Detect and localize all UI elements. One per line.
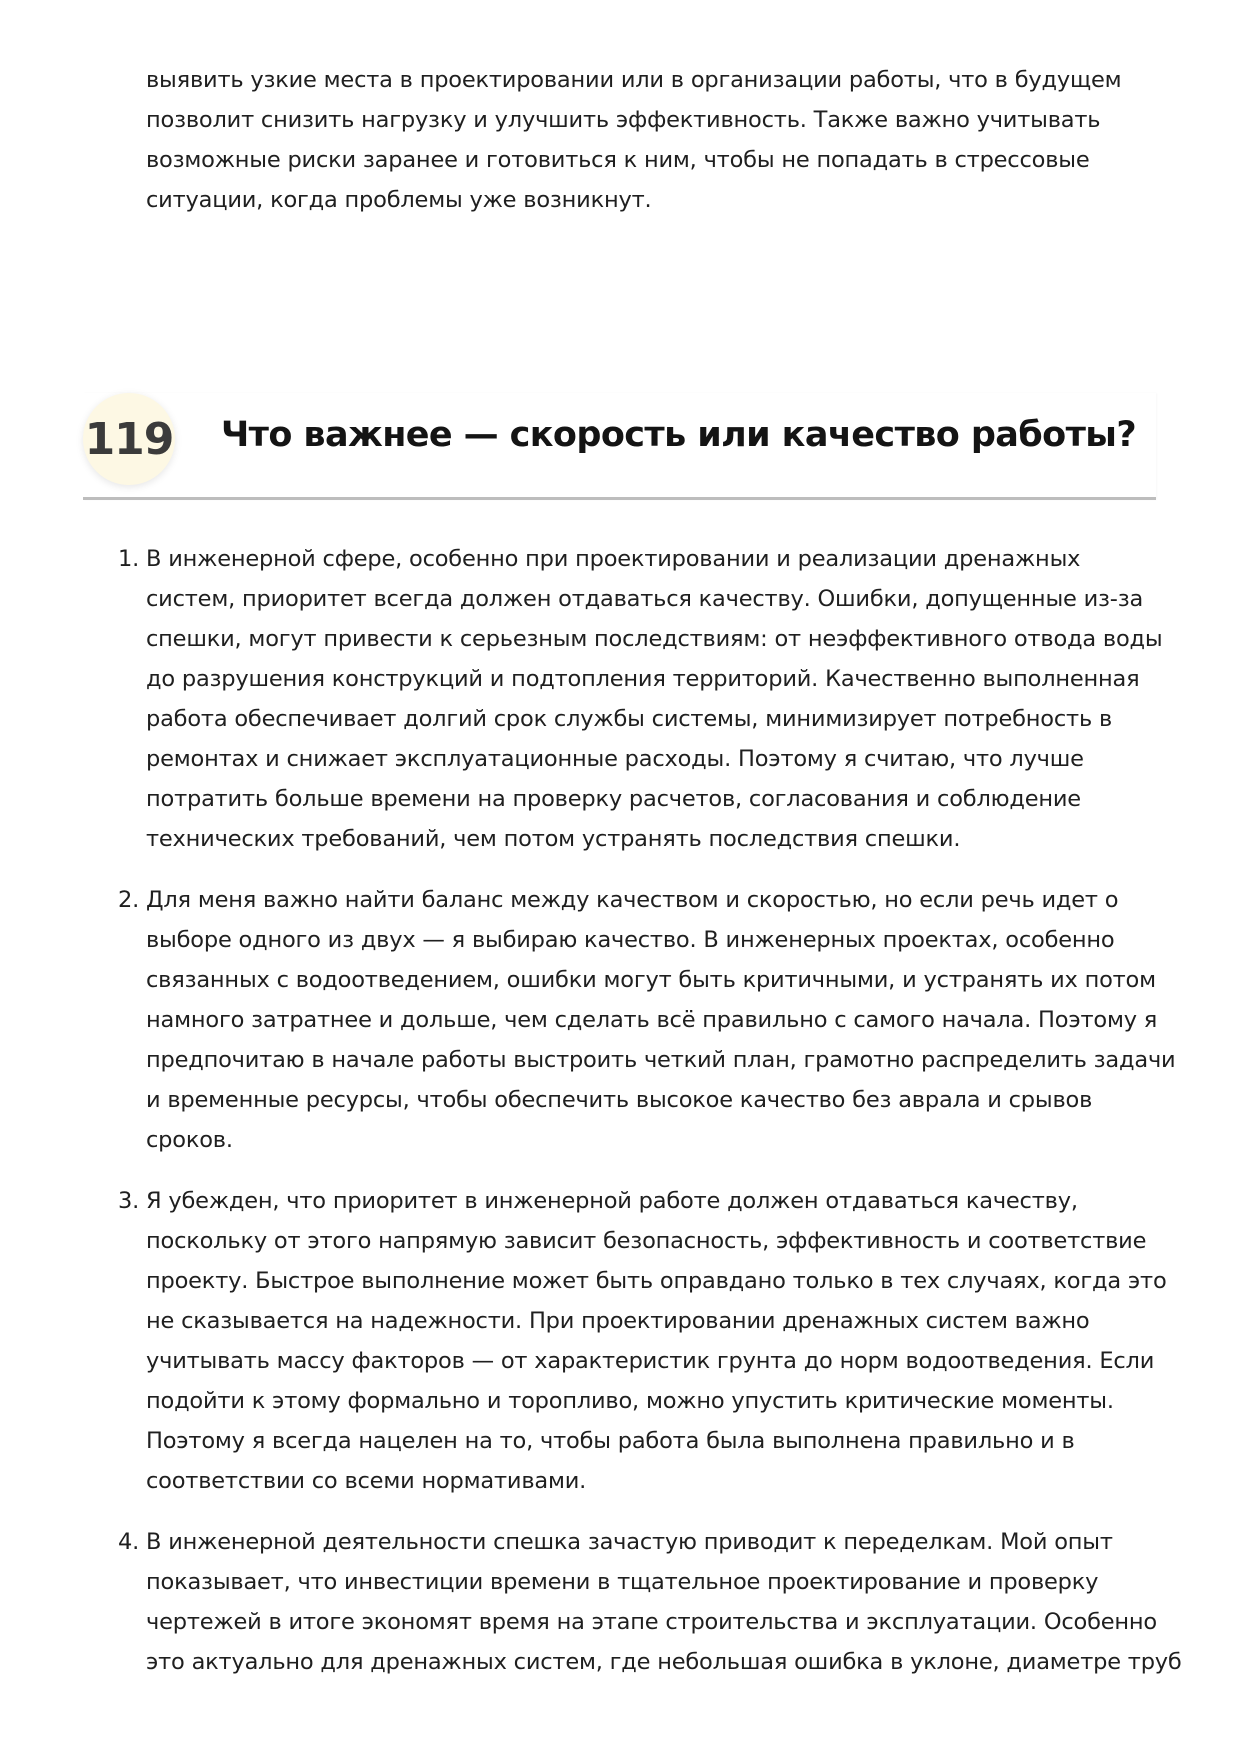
answer-item	[118, 880, 1176, 1160]
answer-item	[118, 1522, 1182, 1682]
answer-line: сроков.	[146, 1127, 233, 1153]
answer-line: показывает, что инвестиции времени в тщательное проектирование и проверку	[146, 1569, 1099, 1595]
answer-line: намного затратнее и дольше, чем сделать всё правильно с самого начала. Поэтому я	[146, 1007, 1158, 1033]
answer-number: 1.	[118, 546, 140, 572]
intro-line: выявить узкие места в проектировании или в организации работы, что в будущем	[146, 67, 1122, 93]
answer-number: 2.	[118, 887, 140, 913]
answer-line: В инженерной сфере, особенно при проектировании и реализации дренажных	[146, 546, 1081, 572]
answer-line: ремонтах и снижает эксплуатационные расходы. Поэтому я считаю, что лучше	[146, 746, 1084, 772]
answer-line: не сказывается на надежности. При проектировании дренажных систем важно	[146, 1308, 1090, 1334]
answer-line: выборе одного из двух — я выбираю качество. В инженерных проектах, особенно	[146, 927, 1115, 953]
answer-number: 4.	[118, 1529, 140, 1555]
answers-list	[118, 539, 1182, 1703]
answer-line: учитывать массу факторов — от характеристик грунта до норм водоотведения. Если	[146, 1348, 1155, 1374]
intro-line: возможные риски заранее и готовиться к ним, чтобы не попадать в стрессовые	[146, 147, 1090, 173]
answer-line: систем, приоритет всегда должен отдаваться качеству. Ошибки, допущенные из-за	[146, 586, 1144, 612]
answer-line: поскольку от этого напрямую зависит безопасность, эффективность и соответствие	[146, 1228, 1147, 1254]
answer-line: связанных с водоотведением, ошибки могут быть критичными, и устранять их потом	[146, 967, 1156, 993]
answer-line: Для меня важно найти баланс между качеством и скоростью, но если речь идет о	[146, 887, 1119, 913]
answer-line: проекту. Быстрое выполнение может быть оправдано только в тех случаях, когда это	[146, 1268, 1167, 1294]
answer-line: и временные ресурсы, чтобы обеспечить высокое качество без аврала и срывов	[146, 1087, 1093, 1113]
answer-line: Поэтому я всегда нацелен на то, чтобы работа была выполнена правильно и в	[146, 1428, 1075, 1454]
answer-line: потратить больше времени на проверку расчетов, согласования и соблюдение	[146, 786, 1081, 812]
intro-paragraph	[146, 60, 1146, 220]
section-header	[83, 393, 1156, 500]
question-number-badge	[83, 393, 175, 485]
answer-line: В инженерной деятельности спешка зачастую приводит к переделкам. Мой опыт	[146, 1529, 1113, 1555]
answer-line: работа обеспечивает долгий срок службы системы, минимизирует потребность в	[146, 706, 1113, 732]
answer-line: соответствии со всеми нормативами.	[146, 1468, 587, 1494]
answer-line: предпочитаю в начале работы выстроить четкий план, грамотно распределить задачи	[146, 1047, 1176, 1073]
answer-line: технических требований, чем потом устранять последствия спешки.	[146, 826, 961, 852]
answer-line: спешки, могут привести к серьезным последствиям: от неэффективного отвода воды	[146, 626, 1163, 652]
intro-line: позволит снизить нагрузку и улучшить эффективность. Также важно учитывать	[146, 107, 1101, 133]
answer-line: чертежей в итоге экономят время на этапе строительства и эксплуатации. Особенно	[146, 1609, 1157, 1635]
question-number: 119	[84, 413, 174, 465]
answer-line: Я убежден, что приоритет в инженерной работе должен отдаваться качеству,	[146, 1188, 1078, 1214]
answer-line: подойти к этому формально и торопливо, можно упустить критические моменты.	[146, 1388, 1114, 1414]
intro-line: ситуации, когда проблемы уже возникнут.	[146, 187, 652, 213]
answer-line: до разрушения конструкций и подтопления территорий. Качественно выполненная	[146, 666, 1140, 692]
answer-number: 3.	[118, 1188, 140, 1214]
answer-item	[118, 539, 1168, 859]
answer-line: это актуально для дренажных систем, где небольшая ошибка в уклоне, диаметре труб	[146, 1649, 1182, 1675]
answer-item	[118, 1181, 1168, 1501]
section-title: Что важнее — скорость или качество работы?	[221, 415, 1137, 455]
